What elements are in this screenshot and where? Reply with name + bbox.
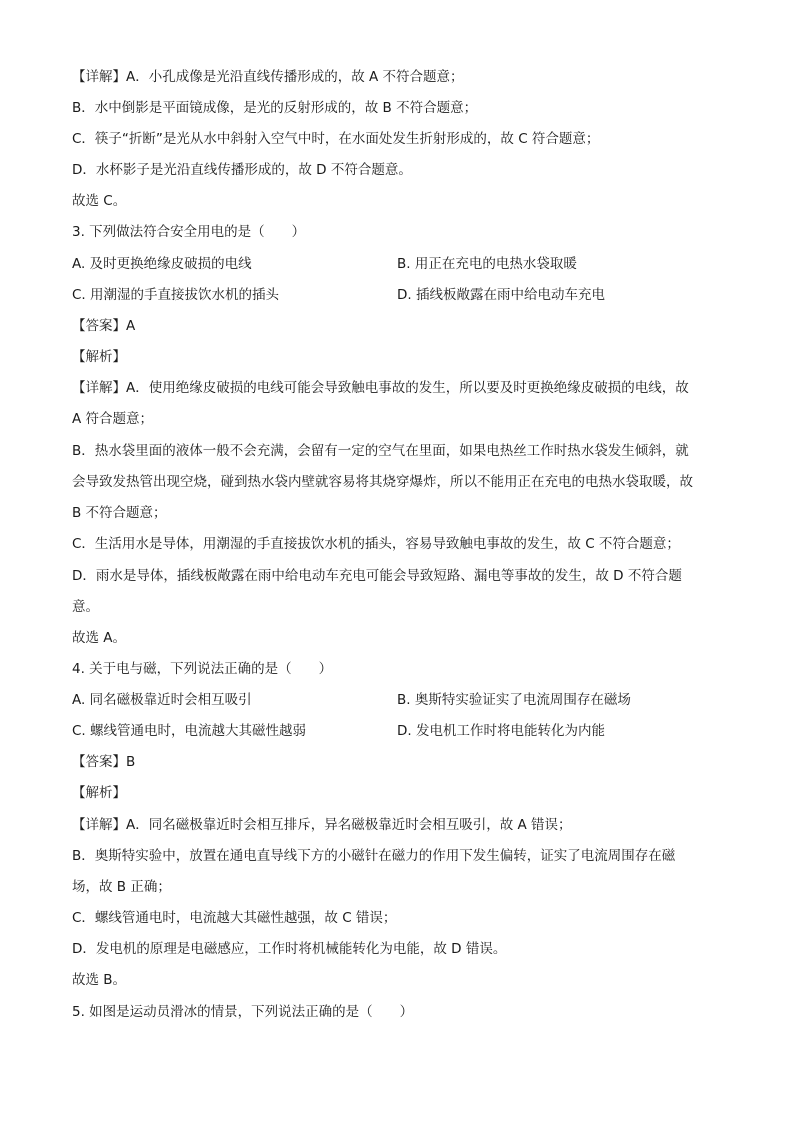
q3-detail-b-line3: B 不符合题意； — [72, 505, 167, 521]
q3-detail-d-line2: 意。 — [72, 599, 99, 615]
q3-answer: 【答案】A — [72, 318, 136, 334]
q2-detail-d: D．水杯影子是光沿直线传播形成的，故 D 不符合题意。 — [72, 162, 412, 178]
q2-detail-a: 【详解】A．小孔成像是光沿直线传播形成的，故 A 不符合题意； — [72, 69, 464, 85]
q3-option-b: B. 用正在充电的电热水袋取暖 — [397, 256, 577, 272]
q3-detail-b-line2: 会导致发热管出现空烧，碰到热水袋内壁就容易将其烧穿爆炸，所以不能用正在充电的电热水袋取暖，故 — [72, 474, 693, 490]
q3-detail-b-line1: B．热水袋里面的液体一般不会充满，会留有一定的空气在里面，如果电热丝工作时热水袋发生倾斜，就 — [72, 443, 689, 459]
q3-option-c: C. 用潮湿的手直接拔饮水机的插头 — [72, 287, 280, 303]
q4-option-b: B. 奥斯特实验证实了电流周围存在磁场 — [397, 692, 631, 708]
q4-stem: 4. 关于电与磁，下列说法正确的是（ ） — [72, 661, 333, 677]
q4-detail-d: D．发电机的原理是电磁感应，工作时将机械能转化为电能，故 D 错误。 — [72, 941, 507, 957]
q3-detail-a-line2: A 符合题意； — [72, 411, 154, 427]
q4-answer: 【答案】B — [72, 754, 136, 770]
q4-option-d: D. 发电机工作时将电能转化为内能 — [397, 723, 605, 739]
q4-detail-b-line2: 场，故 B 正确； — [72, 879, 171, 895]
q4-option-a: A. 同名磁极靠近时会相互吸引 — [72, 692, 252, 708]
q5-stem: 5. 如图是运动员滑冰的情景，下列说法正确的是（ ） — [72, 1004, 414, 1020]
q2-detail-b: B．水中倒影是平面镜成像，是光的反射形成的，故 B 不符合题意； — [72, 100, 478, 116]
q3-choice: 故选 A。 — [72, 630, 127, 646]
q2-choice: 故选 C。 — [72, 193, 127, 209]
q3-analysis-heading: 【解析】 — [72, 349, 126, 365]
q4-detail-b-line1: B．奥斯特实验中，放置在通电直导线下方的小磁针在磁力的作用下发生偏转，证实了电流周围存在磁 — [72, 848, 676, 864]
q3-option-d: D. 插线板敞露在雨中给电动车充电 — [397, 287, 605, 303]
q4-detail-c: C．螺线管通电时，电流越大其磁性越强，故 C 错误； — [72, 910, 397, 926]
q4-choice: 故选 B。 — [72, 972, 127, 988]
q4-analysis-heading: 【解析】 — [72, 785, 126, 801]
q3-detail-a-line1: 【详解】A．使用绝缘皮破损的电线可能会导致触电事故的发生，所以要及时更换绝缘皮破损的电线，故 — [72, 380, 689, 396]
q2-detail-c: C．筷子“折断”是光从水中斜射入空气中时，在水面处发生折射形成的，故 C 符合题意； — [72, 131, 600, 147]
q3-detail-d-line1: D．雨水是导体，插线板敞露在雨中给电动车充电可能会导致短路、漏电等事故的发生，故 D 不符合题 — [72, 568, 682, 584]
q4-detail-a: 【详解】A．同名磁极靠近时会相互排斥，异名磁极靠近时会相互吸引，故 A 错误； — [72, 817, 572, 833]
q3-stem: 3. 下列做法符合安全用电的是（ ） — [72, 224, 306, 240]
q4-option-c: C. 螺线管通电时，电流越大其磁性越弱 — [72, 723, 307, 739]
q3-option-a: A. 及时更换绝缘皮破损的电线 — [72, 256, 252, 272]
q3-detail-c: C．生活用水是导体，用潮湿的手直接拔饮水机的插头，容易导致触电事故的发生，故 C 不符合题意； — [72, 536, 680, 552]
